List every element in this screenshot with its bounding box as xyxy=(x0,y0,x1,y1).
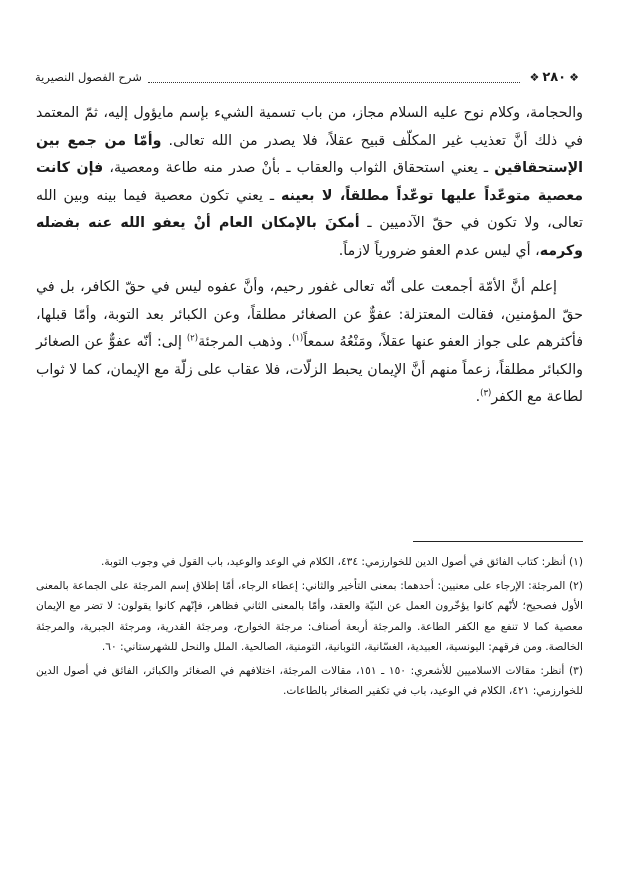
p1-text-1: والحجامة، وكلام نوح عليه السلام مجاز، من باب تسمية الشيء بإسم مايؤول إليه، ثمّ المعتمد في ذلك أنَّ تعذيب غير المكلّف قبيح عقلاً، فلا يصدر من الله تعالى. xyxy=(36,105,583,149)
footnote-ref-2[interactable]: (٢) xyxy=(186,333,199,344)
footnote-text: أنظر: مقالات الاسلاميين للأشعري: ١٥٠ ـ ١٥١، مقالات المرجئة، اختلافهم في الصغائر والكبائر، الفائق في أصول الدين للخوارزمي: ٤٢١، الكلام في الوعيد، باب في تكفير الصغائر بالطاعات. xyxy=(36,665,583,698)
footnote-text: المرجئة: الإرجاء على معنيين: أحدهما: بمعنى التأخير والثاني: إعطاء الرجاء، أمّا إطلاق إسم المرجئة على الجماعة بالمعنى الأول فصحيح؛ لأنّهم كانوا يؤخّرون العمل عن النيّة والعقد، وأمّا بالمعنى الثاني فظاهر، فإنّهم كانوا يقولون: لا تضر مع الإيمان معصية كما لا تنفع مع الكفر الطاعة. والمرجئة أربعة أصناف: مرجئة الخوارج، ومرجئة القدرية، ومرجئة الجبرية، والمرجئة الخالصة. ومن فرقهم: اليونسية، العبيدية، الغسّانية، الثوبانية، التومنية، الصالحية. الملل والنحل للشهرستاني: ٦٠. xyxy=(36,580,583,653)
p1-bold-2: فإن كانت معصية متوعّداً عليها توعّداً مطلقاً، لا بعينه xyxy=(36,160,583,204)
p2-text-2: . وذهب المرجئة xyxy=(198,334,293,350)
paragraph-1 xyxy=(36,100,583,265)
footnote-separator xyxy=(413,541,583,542)
paragraph-2 xyxy=(36,274,583,412)
ornament-right-icon: ❖ xyxy=(569,70,579,84)
p2-text-3: إلى: أنّه عفوٌّ عن الصغائر والكبائر مطلقاً، زعماً منهم أنَّ الإيمان يحبط الزلّات، فلا عقاب على زلّة مع الإيمان، كما لا ثواب لطاعة مع الكفر xyxy=(36,334,583,405)
page-number-group xyxy=(526,70,582,85)
book-title: شرح الفصول النصيرية xyxy=(35,70,142,84)
p2-text-4: . xyxy=(475,389,481,405)
footnote-1 xyxy=(36,552,583,572)
main-text xyxy=(36,100,583,412)
footnote-3 xyxy=(36,661,583,701)
p1-text-4: ، أي ليس عدم العفو ضرورياً لازماً. xyxy=(338,242,540,259)
running-header xyxy=(35,66,582,88)
footnote-number: (٣) xyxy=(569,665,583,678)
footnote-2 xyxy=(36,576,583,657)
footnote-number: (٢) xyxy=(569,580,583,593)
p1-text-3: ـ يعني تكون معصية فيما بينه وبين الله تعالى، ولا تكون في حقّ الآدميين ـ xyxy=(36,187,583,231)
dotted-leader xyxy=(148,72,521,83)
p1-bold-1: وأمّا من جمع بين الإستحقاقين xyxy=(36,132,584,176)
footnote-ref-3[interactable]: (٣) xyxy=(480,388,492,399)
page-number: ٢٨٠ xyxy=(542,69,567,85)
footnotes xyxy=(36,552,583,705)
footnote-ref-1[interactable]: (١) xyxy=(292,333,304,344)
p1-bold-3: أمكنَ بالإمكان العام أنْ يعفو الله عنه بفضله وكرمه xyxy=(36,215,583,259)
p2-text-1: إعلم أنَّ الأمّة أجمعت على أنّه تعالى غفور رحيم، وأنَّ عفوه ليس في حقّ الكافر، بل في حقّ المؤمنين، فقالت المعتزلة: عفوٌّ عن الصغائر مطلقاً، وعن الكبائر بعد التوبة، وأمّا قبلها، فأكثرهم على جواز العفو عنها عقلاً، ومَنْعُهُ سمعاً xyxy=(36,279,583,350)
footnote-number: (١) xyxy=(569,556,583,568)
p1-text-2: ـ يعني استحقاق الثواب والعقاب ـ بأنْ صدر منه طاعة ومعصية، xyxy=(103,160,495,176)
footnote-text: أنظر: كتاب الفائق في أصول الدين للخوارزمي: ٤٣٤، الكلام في الوعد والوعيد، باب القول في وجوب التوبة. xyxy=(100,556,566,568)
ornament-left-icon: ❖ xyxy=(529,70,540,84)
